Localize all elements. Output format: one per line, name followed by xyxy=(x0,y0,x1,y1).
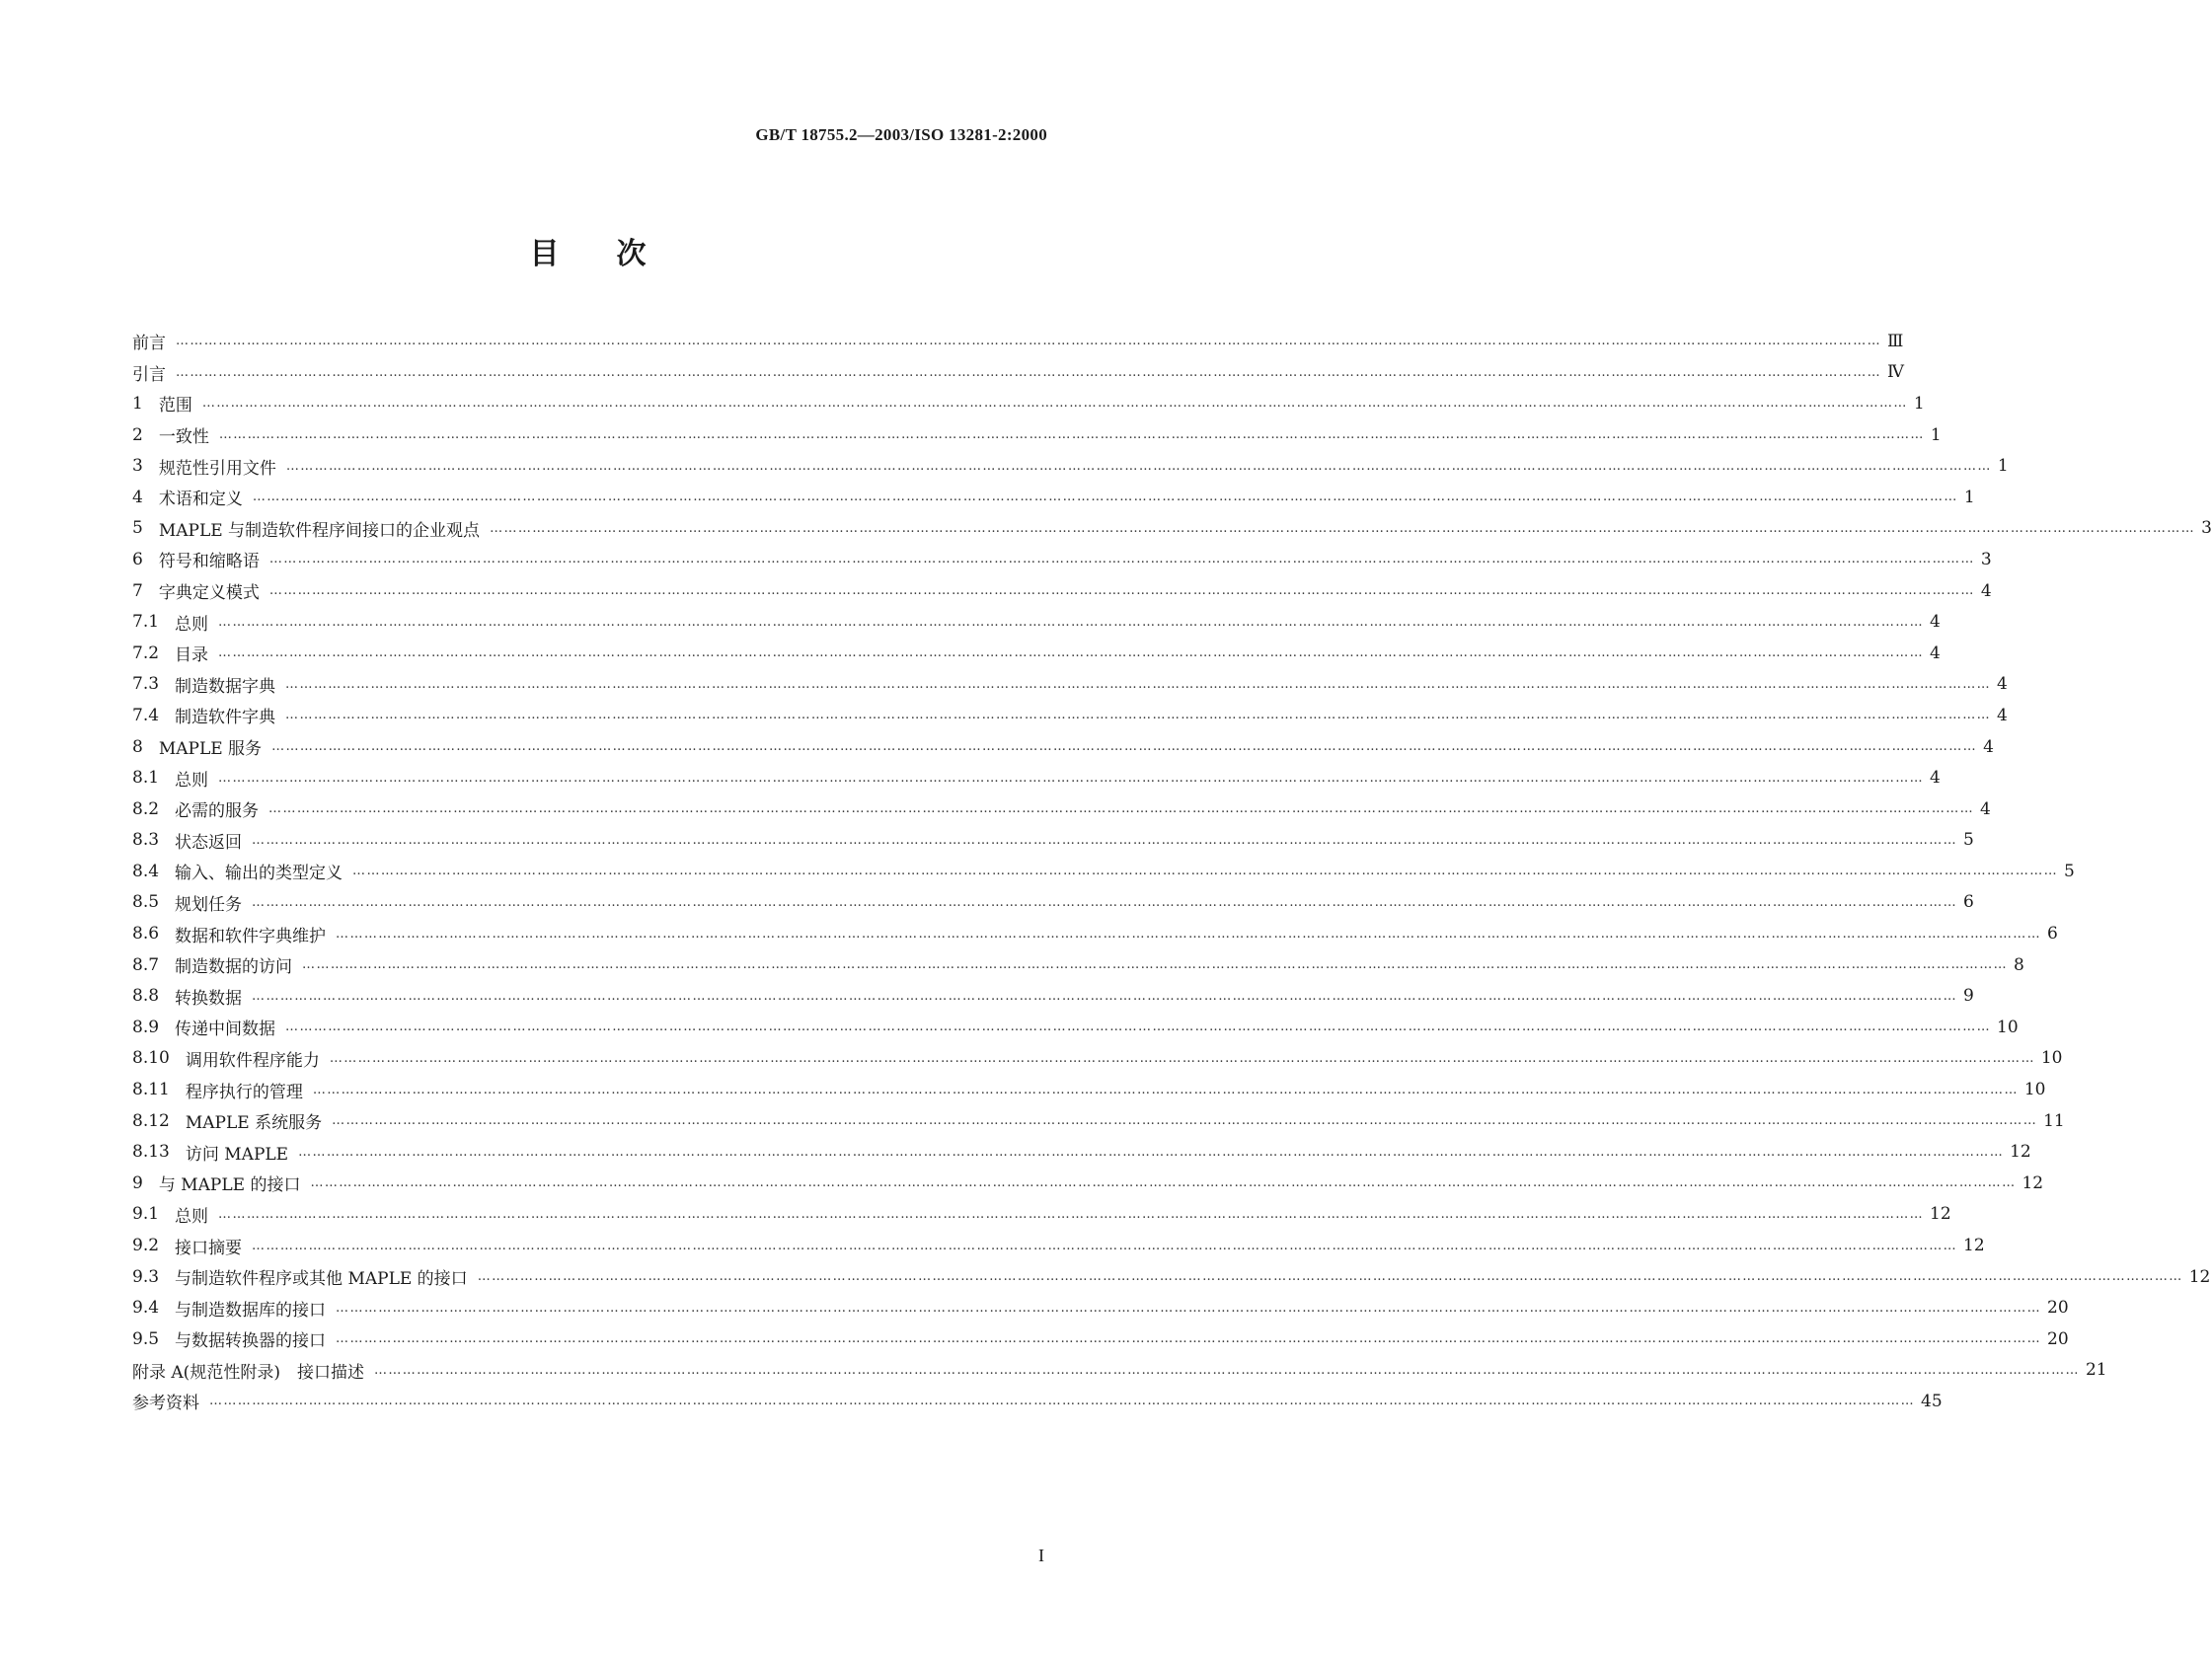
toc-entry-page: 10 xyxy=(2040,1048,2063,1069)
toc-entry-number: 8.12 xyxy=(132,1110,170,1131)
toc-entry-label: 必需的服务 xyxy=(175,801,260,822)
toc-entry-number: 8.13 xyxy=(132,1142,170,1163)
toc-entry-number: 8.1 xyxy=(132,768,160,789)
toc-entry[interactable] xyxy=(132,357,1904,389)
toc-entry-page: 3 xyxy=(1980,549,1992,569)
toc-entry-label: 引言 xyxy=(132,364,166,385)
toc-entry-label: 前言 xyxy=(132,334,166,354)
toc-leader-dots: ……………………………………………………………………………………………………………………………………………………………………………………………………………………………………………………………………………………………………………………………… xyxy=(285,676,1992,692)
toc-entry[interactable] xyxy=(132,980,1974,1012)
toc-leader-dots: ……………………………………………………………………………………………………………………………………………………………………………………………………………………………………………………………………………………………………………………………… xyxy=(312,1082,2019,1097)
toc-entry-label: 状态返回 xyxy=(175,832,243,853)
toc-entry-number: 8.11 xyxy=(132,1080,170,1100)
toc-entry[interactable] xyxy=(132,326,1904,357)
toc-entry[interactable] xyxy=(132,762,1941,793)
toc-entry-label: MAPLE 与制造软件程序间接口的企业观点 xyxy=(158,520,481,541)
toc-leader-dots: ……………………………………………………………………………………………………………………………………………………………………………………………………………………………………………………………………………………………………………………………… xyxy=(218,645,1925,661)
toc-leader-dots: ……………………………………………………………………………………………………………………………………………………………………………………………………………………………………………………………………………………………………………………………… xyxy=(285,458,1992,474)
toc-leader-dots: ……………………………………………………………………………………………………………………………………………………………………………………………………………………………………………………………………………………………………………………………… xyxy=(218,1206,1925,1222)
toc-entry-label: 传递中间数据 xyxy=(175,1020,276,1040)
table-of-contents xyxy=(132,326,2212,1417)
toc-leader-dots: ……………………………………………………………………………………………………………………………………………………………………………………………………………………………………………………………………………………………………………………………… xyxy=(268,801,1975,817)
toc-entry-number: 9.3 xyxy=(132,1266,160,1287)
toc-entry-label: 总则 xyxy=(175,770,209,791)
standard-code: GB/T 18755.2—2003/ISO 13281-2:2000 xyxy=(755,125,1047,144)
toc-entry[interactable] xyxy=(132,669,2008,701)
toc-entry[interactable] xyxy=(132,918,2058,949)
toc-entry-label: 与制造软件程序或其他 MAPLE 的接口 xyxy=(175,1269,468,1290)
title-char-2: 次 xyxy=(616,237,647,271)
toc-entry-page: 12 xyxy=(1930,1204,1951,1225)
toc-entry[interactable] xyxy=(132,1355,2107,1387)
toc-entry-label: 与 MAPLE 的接口 xyxy=(158,1175,301,1196)
toc-leader-dots: ……………………………………………………………………………………………………………………………………………………………………………………………………………………………………………………………………………………………………………………………… xyxy=(336,1331,2042,1347)
toc-leader-dots: ……………………………………………………………………………………………………………………………………………………………………………………………………………………………………………………………………………………………………………………………… xyxy=(252,490,1958,505)
toc-entry-number: 1 xyxy=(132,393,143,414)
toc-entry-page: 20 xyxy=(2047,1298,2069,1319)
toc-entry-page: 6 xyxy=(1963,892,1974,913)
toc-entry-label: 字典定义模式 xyxy=(158,583,260,604)
toc-entry-page: 5 xyxy=(2064,861,2075,881)
toc-entry-page: 12 xyxy=(2010,1142,2031,1163)
toc-entry-page: Ⅳ xyxy=(1887,362,1904,383)
toc-entry[interactable] xyxy=(132,1168,2044,1199)
toc-entry-page: 45 xyxy=(1921,1391,1943,1411)
toc-entry-label: 程序执行的管理 xyxy=(185,1082,303,1102)
toc-entry[interactable] xyxy=(132,1074,2046,1105)
toc-entry-number: 8.9 xyxy=(132,1017,160,1037)
toc-entry-page: 4 xyxy=(1930,768,1941,789)
toc-entry-label: 规范性引用文件 xyxy=(158,458,276,479)
toc-entry[interactable] xyxy=(132,450,2009,482)
toc-leader-dots: ……………………………………………………………………………………………………………………………………………………………………………………………………………………………………………………………………………………………………………………………… xyxy=(336,1300,2042,1316)
toc-entry-page: 5 xyxy=(1963,830,1974,851)
toc-entry-label: MAPLE 系统服务 xyxy=(185,1113,323,1134)
toc-entry-label: 接口摘要 xyxy=(175,1238,243,1258)
toc-entry-number: 8.6 xyxy=(132,924,160,944)
toc-entry-label: 与数据转换器的接口 xyxy=(175,1331,327,1352)
toc-leader-dots: ……………………………………………………………………………………………………………………………………………………………………………………………………………………………………………………………………………………………………………………………… xyxy=(352,864,2059,879)
toc-entry-label: 与制造数据库的接口 xyxy=(175,1300,327,1321)
toc-entry[interactable] xyxy=(132,731,1994,763)
toc-entry-number: 9.2 xyxy=(132,1236,160,1256)
toc-leader-dots: ……………………………………………………………………………………………………………………………………………………………………………………………………………………………………………………………………………………………………………………………… xyxy=(252,988,1958,1004)
toc-entry-label: 符号和缩略语 xyxy=(158,552,260,572)
toc-entry-page: 8 xyxy=(2014,954,2024,975)
toc-entry[interactable] xyxy=(132,1261,2211,1293)
toc-leader-dots: ……………………………………………………………………………………………………………………………………………………………………………………………………………………………………………………………………………………………………………………………… xyxy=(310,1175,2017,1191)
toc-entry-number: 8 xyxy=(132,736,143,757)
toc-entry-label: MAPLE 服务 xyxy=(158,739,263,760)
toc-entry-page: Ⅲ xyxy=(1887,331,1904,351)
toc-entry-label: 调用软件程序能力 xyxy=(185,1050,320,1071)
toc-entry-label: 输入、输出的类型定义 xyxy=(175,864,343,884)
toc-entry-number: 5 xyxy=(132,518,143,539)
toc-entry-number: 3 xyxy=(132,456,143,477)
toc-entry[interactable] xyxy=(132,1105,2065,1137)
toc-entry-label: 转换数据 xyxy=(175,988,243,1009)
toc-entry-page: 4 xyxy=(1983,736,1994,757)
toc-entry[interactable] xyxy=(132,606,1941,638)
toc-leader-dots: ……………………………………………………………………………………………………………………………………………………………………………………………………………………………………………………………………………………………………………………………… xyxy=(336,926,2042,942)
toc-entry-number: 8.10 xyxy=(132,1048,170,1069)
toc-leader-dots: ……………………………………………………………………………………………………………………………………………………………………………………………………………………………………………………………………………………………………………………………… xyxy=(285,708,1992,723)
toc-leader-dots: ……………………………………………………………………………………………………………………………………………………………………………………………………………………………………………………………………………………………………………………………… xyxy=(329,1050,2035,1066)
toc-entry[interactable] xyxy=(132,887,1974,919)
toc-entry[interactable] xyxy=(132,793,1991,825)
toc-leader-dots: ……………………………………………………………………………………………………………………………………………………………………………………………………………………………………………………………………………………………………………………………… xyxy=(201,396,1908,412)
toc-entry-page: 4 xyxy=(1980,798,1991,819)
toc-leader-dots: ……………………………………………………………………………………………………………………………………………………………………………………………………………………………………………………………………………………………………………………………… xyxy=(332,1113,2038,1129)
toc-entry-number: 9.5 xyxy=(132,1328,160,1349)
toc-leader-dots: ……………………………………………………………………………………………………………………………………………………………………………………………………………………………………………………………………………………………………………………………… xyxy=(218,427,1925,443)
toc-leader-dots: ……………………………………………………………………………………………………………………………………………………………………………………………………………………………………………………………………………………………………………………………… xyxy=(302,957,2009,973)
toc-entry-label: 附录 A(规范性附录) 接口描述 xyxy=(132,1362,364,1383)
toc-entry-page: 6 xyxy=(2047,924,2058,944)
toc-entry-label: 规划任务 xyxy=(175,894,243,915)
toc-entry[interactable] xyxy=(132,1386,1943,1417)
toc-entry[interactable] xyxy=(132,575,1992,607)
toc-entry-page: 21 xyxy=(2085,1360,2107,1381)
toc-entry-label: 目录 xyxy=(175,645,209,666)
toc-entry[interactable] xyxy=(132,700,2008,731)
toc-entry-number: 2 xyxy=(132,424,143,445)
toc-entry-number: 8.5 xyxy=(132,892,160,913)
toc-entry[interactable] xyxy=(132,388,1925,419)
toc-entry-label: 数据和软件字典维护 xyxy=(175,926,327,946)
toc-entry-number: 9 xyxy=(132,1172,143,1193)
toc-entry-number: 9.1 xyxy=(132,1204,160,1225)
toc-leader-dots: ……………………………………………………………………………………………………………………………………………………………………………………………………………………………………………………………………………………………………………………………… xyxy=(373,1362,2080,1378)
toc-leader-dots: ……………………………………………………………………………………………………………………………………………………………………………………………………………………………………………………………………………………………………………………………… xyxy=(218,614,1925,630)
toc-entry-page: 12 xyxy=(2188,1266,2211,1287)
toc-leader-dots: ……………………………………………………………………………………………………………………………………………………………………………………………………………………………………………………………………………………………………………………………… xyxy=(252,1238,1958,1253)
toc-entry-page: 4 xyxy=(1930,642,1941,663)
toc-leader-dots: ……………………………………………………………………………………………………………………………………………………………………………………………………………………………………………………………………………………………………………………………… xyxy=(218,770,1925,786)
toc-leader-dots: ……………………………………………………………………………………………………………………………………………………………………………………………………………………………………………………………………………………………………………………………… xyxy=(477,1269,2183,1285)
toc-entry-page: 1 xyxy=(1963,487,1975,507)
toc-entry-label: 总则 xyxy=(175,614,209,635)
toc-entry[interactable] xyxy=(132,825,1974,857)
toc-entry[interactable] xyxy=(132,638,1941,669)
toc-entry-page: 9 xyxy=(1963,986,1974,1007)
toc-entry-number: 7.1 xyxy=(132,612,160,633)
toc-entry[interactable] xyxy=(132,1199,1951,1231)
toc-entry-number: 8.4 xyxy=(132,861,160,881)
toc-entry-page: 1 xyxy=(1913,393,1925,414)
toc-entry-number: 8.3 xyxy=(132,830,160,851)
toc-entry[interactable] xyxy=(132,1292,2069,1323)
toc-entry-page: 4 xyxy=(1997,674,2008,695)
toc-entry-number: 7.4 xyxy=(132,705,160,725)
toc-entry-label: 访问 MAPLE xyxy=(185,1144,289,1165)
toc-entry-page: 1 xyxy=(1997,456,2009,477)
toc-entry-label: 术语和定义 xyxy=(158,490,243,510)
toc-entry-page: 10 xyxy=(1997,1017,2019,1037)
title-char-1: 目 xyxy=(529,237,560,271)
toc-entry[interactable] xyxy=(132,1230,1985,1261)
toc-entry[interactable] xyxy=(132,513,2212,545)
toc-leader-dots: ……………………………………………………………………………………………………………………………………………………………………………………………………………………………………………………………………………………………………………………………… xyxy=(298,1144,2005,1160)
toc-entry-label: 制造软件字典 xyxy=(175,708,276,728)
toc-entry-label: 总则 xyxy=(175,1206,209,1227)
toc-leader-dots: ……………………………………………………………………………………………………………………………………………………………………………………………………………………………………………………………………………………………………………………………… xyxy=(490,520,2196,536)
toc-entry-page: 10 xyxy=(2023,1080,2046,1100)
toc-entry-page: 12 xyxy=(1963,1236,1985,1256)
toc-entry-number: 8.2 xyxy=(132,798,160,819)
toc-entry-label: 制造数据字典 xyxy=(175,676,276,697)
toc-entry[interactable] xyxy=(132,856,2075,887)
toc-entry[interactable] xyxy=(132,1012,2019,1043)
toc-entry[interactable] xyxy=(132,1043,2063,1075)
toc-entry-number: 4 xyxy=(132,487,143,507)
toc-entry-label: 制造数据的访问 xyxy=(175,957,293,978)
toc-leader-dots: ……………………………………………………………………………………………………………………………………………………………………………………………………………………………………………………………………………………………………………………………… xyxy=(209,1394,1915,1409)
toc-leader-dots: ……………………………………………………………………………………………………………………………………………………………………………………………………………………………………………………………………………………………………………………………… xyxy=(252,832,1958,848)
toc-entry-label: 范围 xyxy=(158,396,192,416)
toc-entry-number: 8.8 xyxy=(132,986,160,1007)
toc-entry-page: 4 xyxy=(1930,612,1941,633)
toc-entry-number: 7.3 xyxy=(132,674,160,695)
toc-entry-page: 12 xyxy=(2021,1172,2044,1193)
toc-leader-dots: ……………………………………………………………………………………………………………………………………………………………………………………………………………………………………………………………………………………………………………………………… xyxy=(176,364,1881,380)
toc-entry-number: 8.7 xyxy=(132,954,160,975)
toc-leader-dots: ……………………………………………………………………………………………………………………………………………………………………………………………………………………………………………………………………………………………………………………………… xyxy=(268,552,1975,567)
toc-entry-page: 1 xyxy=(1930,424,1942,445)
toc-entry-number: 9.4 xyxy=(132,1298,160,1319)
toc-entry[interactable] xyxy=(132,1323,2069,1355)
toc-entry-page: 4 xyxy=(1997,705,2008,725)
toc-entry-page: 11 xyxy=(2043,1110,2065,1131)
toc-entry-label: 一致性 xyxy=(158,427,209,448)
page-number: I xyxy=(1038,1546,1044,1565)
toc-leader-dots: ……………………………………………………………………………………………………………………………………………………………………………………………………………………………………………………………………………………………………………………………… xyxy=(252,894,1958,910)
toc-entry[interactable] xyxy=(132,1136,2031,1168)
page-title xyxy=(0,229,1176,272)
toc-entry-number: 7 xyxy=(132,580,143,601)
toc-entry-page: 3 xyxy=(2201,518,2212,539)
toc-entry-number: 6 xyxy=(132,549,143,569)
toc-entry[interactable] xyxy=(132,544,1992,575)
toc-entry[interactable] xyxy=(132,482,1975,513)
toc-entry-page: 4 xyxy=(1980,580,1992,601)
toc-entry-label: 参考资料 xyxy=(132,1394,199,1414)
toc-entry-page: 20 xyxy=(2047,1328,2069,1349)
toc-entry-number: 7.2 xyxy=(132,642,160,663)
toc-leader-dots: ……………………………………………………………………………………………………………………………………………………………………………………………………………………………………………………………………………………………………………………………… xyxy=(271,739,1978,755)
toc-entry[interactable] xyxy=(132,949,2024,981)
toc-leader-dots: ……………………………………………………………………………………………………………………………………………………………………………………………………………………………………………………………………………………………………………………………… xyxy=(176,334,1881,349)
toc-leader-dots: ……………………………………………………………………………………………………………………………………………………………………………………………………………………………………………………………………………………………………………………………… xyxy=(268,583,1975,599)
toc-leader-dots: ……………………………………………………………………………………………………………………………………………………………………………………………………………………………………………………………………………………………………………………………… xyxy=(285,1020,1992,1035)
toc-entry[interactable] xyxy=(132,419,1942,451)
